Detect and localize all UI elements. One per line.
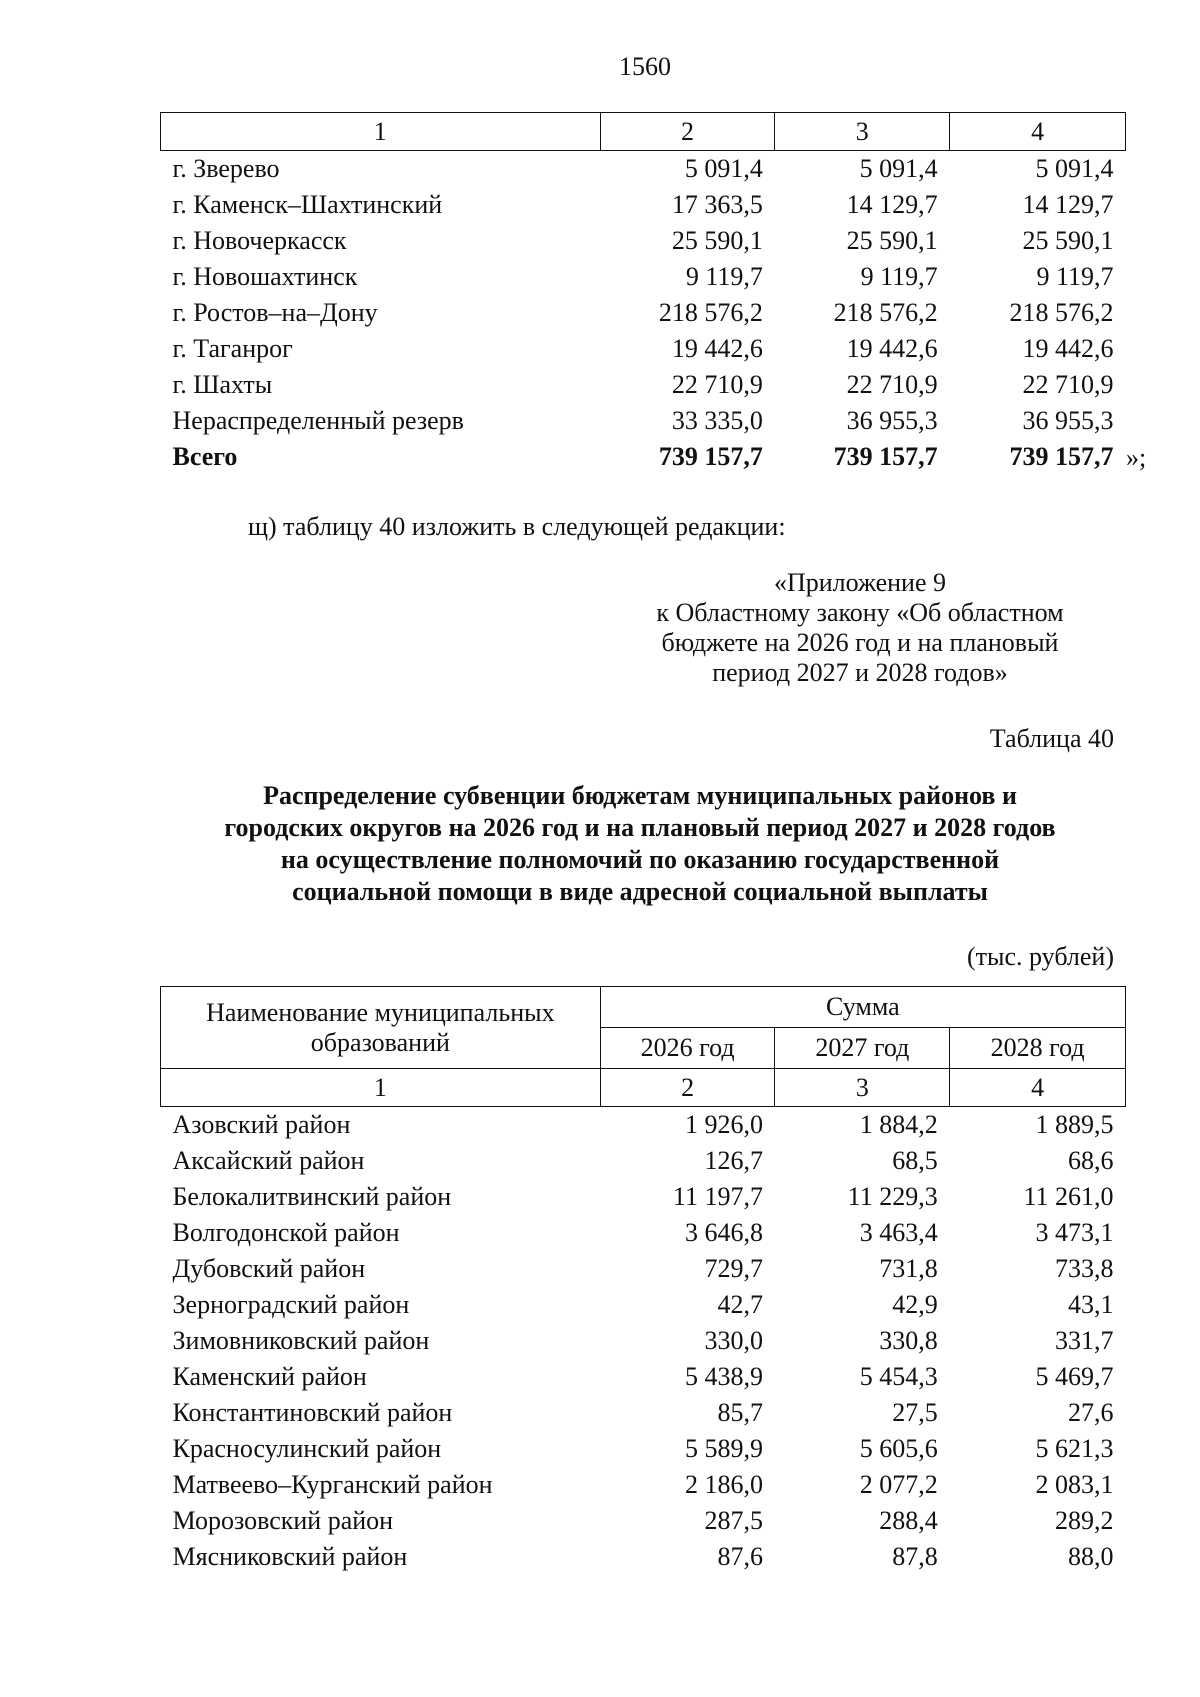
value-2026: 5 091,4 <box>684 154 763 183</box>
value-2026: 17 363,5 <box>671 190 763 219</box>
column-number: 4 <box>950 113 1126 151</box>
municipality-name: Волгодонской район <box>172 1218 400 1247</box>
page-number: 1560 <box>619 52 671 81</box>
value-2027: 25 590,1 <box>846 226 938 255</box>
value-2028: 5 091,4 <box>1035 154 1114 183</box>
value-2027: 288,4 <box>879 1506 938 1535</box>
value-2028: 733,8 <box>1055 1254 1114 1283</box>
table-row <box>161 187 1126 223</box>
municipality-name: Матвеево–Курганский район <box>172 1470 493 1499</box>
value-2026: 11 197,7 <box>672 1182 763 1211</box>
units-note: (тыс. рублей) <box>966 942 1114 971</box>
value-2028: 19 442,6 <box>1022 334 1114 363</box>
table-row <box>161 403 1126 439</box>
table-row <box>161 1323 1126 1359</box>
value-2027: 5 091,4 <box>859 154 938 183</box>
column-number: 3 <box>775 113 950 151</box>
table-row <box>161 331 1126 367</box>
municipality-column-header <box>161 987 601 1069</box>
table-row <box>161 223 1126 259</box>
value-2027: 36 955,3 <box>846 406 938 435</box>
year-header: 2026 год <box>600 1028 775 1069</box>
municipality-name: Дубовский район <box>172 1254 366 1283</box>
title-line: городских округов на 2026 год и на плановый период 2027 и 2028 годов <box>224 813 1056 842</box>
value-2028: 9 119,7 <box>1036 262 1114 291</box>
continued-table <box>160 112 1126 475</box>
table-row <box>161 1251 1126 1287</box>
value-2028: 3 473,1 <box>1035 1218 1114 1247</box>
municipality-name: Нераспределенный резерв <box>172 406 464 435</box>
sum-column-header: Сумма <box>600 987 1125 1028</box>
value-2028: 43,1 <box>1068 1290 1114 1319</box>
value-2028: 22 710,9 <box>1022 370 1114 399</box>
value-2027: 5 454,3 <box>859 1362 938 1391</box>
value-2026: 33 335,0 <box>671 406 763 435</box>
value-2026: 85,7 <box>717 1398 763 1427</box>
header-row <box>161 987 1126 1028</box>
municipality-name: г. Таганрог <box>172 334 293 363</box>
value-2027: 2 077,2 <box>859 1470 938 1499</box>
value-2027: 218 576,2 <box>833 298 938 327</box>
table-row <box>161 1287 1126 1323</box>
value-2027: 5 605,6 <box>859 1434 938 1463</box>
header-line: Наименование муниципальных <box>206 997 555 1027</box>
municipality-name: г. Каменск–Шахтинский <box>172 190 443 219</box>
subvention-table <box>160 986 1126 1575</box>
column-number: 2 <box>600 113 775 151</box>
value-2027: 42,9 <box>892 1290 938 1319</box>
value-2026: 25 590,1 <box>671 226 763 255</box>
value-2027: 739 157,7 <box>833 442 938 471</box>
value-2027: 9 119,7 <box>860 262 938 291</box>
value-2027: 3 463,4 <box>859 1218 938 1247</box>
title-line: Распределение субвенции бюджетам муниципальных районов и <box>263 781 1017 810</box>
value-2026: 42,7 <box>717 1290 763 1319</box>
table-row <box>161 151 1126 188</box>
municipality-name: Белокалитвинский район <box>172 1182 452 1211</box>
value-2027: 22 710,9 <box>846 370 938 399</box>
title-line: на осуществление полномочий по оказанию государственной <box>280 845 1000 874</box>
total-row <box>161 439 1126 475</box>
municipality-name: г. Новошахтинск <box>172 262 358 291</box>
value-2027: 27,5 <box>892 1398 938 1427</box>
appendix-line: бюджете на 2026 год и на плановый <box>661 628 1059 657</box>
table-row <box>161 1359 1126 1395</box>
amendment-instruction: щ) таблицу 40 изложить в следующей редакции: <box>248 512 786 541</box>
value-2028: 218 576,2 <box>1009 298 1114 327</box>
table-row <box>161 295 1126 331</box>
municipality-name: Азовский район <box>172 1110 351 1139</box>
value-2028: 289,2 <box>1055 1506 1114 1535</box>
value-2026: 1 926,0 <box>684 1110 763 1139</box>
value-2027: 68,5 <box>892 1146 938 1175</box>
table-row <box>161 1395 1126 1431</box>
value-2028: 2 083,1 <box>1035 1470 1114 1499</box>
value-2026: 87,6 <box>717 1542 763 1571</box>
value-2028: 5 621,3 <box>1035 1434 1114 1463</box>
column-number: 2 <box>600 1069 775 1107</box>
municipality-name: Зимовниковский район <box>172 1326 430 1355</box>
year-header: 2028 год <box>950 1028 1126 1069</box>
value-2026: 19 442,6 <box>671 334 763 363</box>
table-row <box>161 1503 1126 1539</box>
value-2027: 19 442,6 <box>846 334 938 363</box>
value-2027: 330,8 <box>879 1326 938 1355</box>
value-2026: 739 157,7 <box>658 442 763 471</box>
value-2027: 11 229,3 <box>847 1182 938 1211</box>
municipality-name: Мясниковский район <box>172 1542 408 1571</box>
value-2028: 1 889,5 <box>1035 1110 1114 1139</box>
value-2026: 22 710,9 <box>671 370 763 399</box>
value-2028: 36 955,3 <box>1022 406 1114 435</box>
municipality-name: Всего <box>172 442 238 471</box>
column-number: 1 <box>161 113 601 151</box>
column-number: 3 <box>775 1069 950 1107</box>
value-2027: 1 884,2 <box>859 1110 938 1139</box>
table-row <box>161 1215 1126 1251</box>
appendix-line: к Областному закону «Об областном <box>656 598 1064 627</box>
value-2027: 87,8 <box>892 1542 938 1571</box>
value-2028: 25 590,1 <box>1022 226 1114 255</box>
value-2026: 218 576,2 <box>658 298 763 327</box>
closing-quote: »; <box>1126 443 1147 472</box>
value-2028: 14 129,7 <box>1022 190 1114 219</box>
table-row <box>161 259 1126 295</box>
appendix-reference <box>620 568 1100 688</box>
value-2028: 331,7 <box>1055 1326 1114 1355</box>
table-label: Таблица 40 <box>989 724 1114 753</box>
column-number: 1 <box>161 1069 601 1107</box>
header-line: образований <box>310 1027 450 1057</box>
municipality-name: г. Зверево <box>172 154 280 183</box>
value-2028: 88,0 <box>1068 1542 1114 1571</box>
value-2026: 126,7 <box>704 1146 763 1175</box>
value-2027: 14 129,7 <box>846 190 938 219</box>
value-2026: 5 589,9 <box>684 1434 763 1463</box>
column-number-row <box>161 1069 1126 1107</box>
value-2026: 729,7 <box>704 1254 763 1283</box>
value-2026: 5 438,9 <box>684 1362 763 1391</box>
value-2028: 68,6 <box>1068 1146 1114 1175</box>
municipality-name: Морозовский район <box>172 1506 394 1535</box>
municipality-name: Зерноградский район <box>172 1290 410 1319</box>
value-2027: 731,8 <box>879 1254 938 1283</box>
column-number-row <box>161 113 1126 151</box>
municipality-name: г. Ростов–на–Дону <box>172 298 378 327</box>
municipality-name: г. Новочеркасск <box>172 226 347 255</box>
table-row <box>161 1179 1126 1215</box>
municipality-name: Красносулинский район <box>172 1434 442 1463</box>
municipality-name: г. Шахты <box>172 370 273 399</box>
value-2026: 3 646,8 <box>684 1218 763 1247</box>
appendix-line: «Приложение 9 <box>773 568 947 597</box>
continued-table-body <box>161 151 1126 476</box>
column-number: 4 <box>950 1069 1126 1107</box>
table-row <box>161 367 1126 403</box>
value-2028: 5 469,7 <box>1035 1362 1114 1391</box>
appendix-line: период 2027 и 2028 годов» <box>712 658 1008 687</box>
table-row <box>161 1107 1126 1144</box>
value-2026: 2 186,0 <box>684 1470 763 1499</box>
table-row <box>161 1431 1126 1467</box>
subvention-table-body <box>161 1107 1126 1576</box>
municipality-name: Константиновский район <box>172 1398 453 1427</box>
value-2028: 739 157,7 <box>1009 442 1114 471</box>
value-2028: 27,6 <box>1068 1398 1114 1427</box>
value-2026: 330,0 <box>704 1326 763 1355</box>
value-2026: 9 119,7 <box>685 262 763 291</box>
table-row <box>161 1539 1126 1575</box>
title-line: социальной помощи в виде адресной социальной выплаты <box>292 877 988 906</box>
table-title <box>140 780 1140 908</box>
municipality-name: Аксайский район <box>172 1146 365 1175</box>
municipality-name: Каменский район <box>172 1362 367 1391</box>
year-header: 2027 год <box>775 1028 950 1069</box>
value-2026: 287,5 <box>704 1506 763 1535</box>
table-row <box>161 1143 1126 1179</box>
value-2028: 11 261,0 <box>1023 1182 1114 1211</box>
table-row <box>161 1467 1126 1503</box>
